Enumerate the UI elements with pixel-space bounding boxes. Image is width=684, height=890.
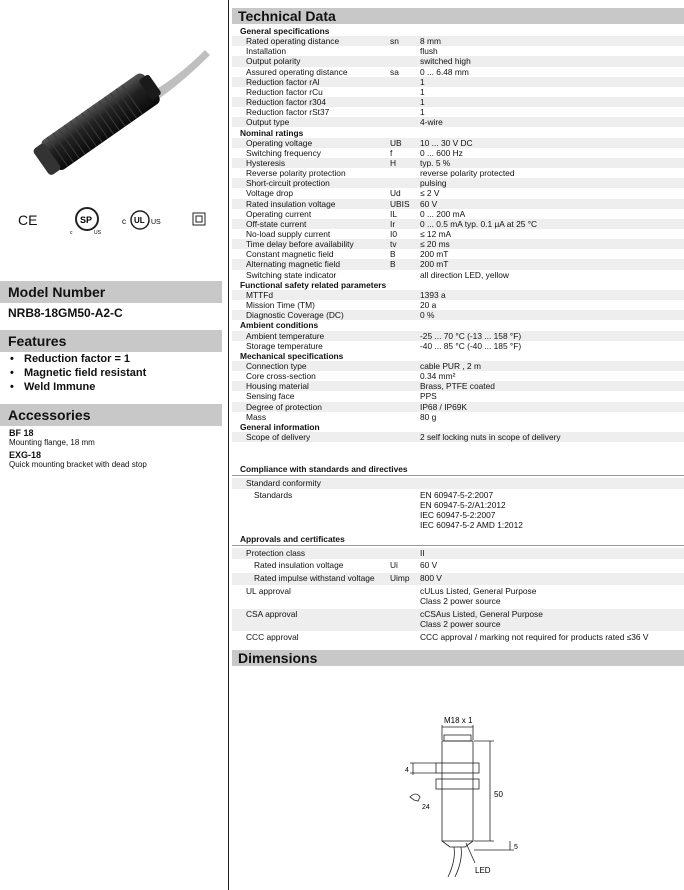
spec-label: UL approval <box>246 586 291 596</box>
spec-value: 1 <box>420 76 425 87</box>
spec-value: 1393 a <box>420 289 446 300</box>
spec-label: Sensing face <box>246 391 295 402</box>
spec-value: reverse polarity protected <box>420 168 515 179</box>
spec-row <box>232 239 684 249</box>
spec-label: Hysteresis <box>246 157 286 168</box>
spec-value: 0 ... 600 Hz <box>420 147 463 158</box>
spec-row <box>232 391 684 401</box>
accessory-desc: Mounting flange, 18 mm <box>9 438 95 447</box>
standard-item: EN 60947-5-2/A1:2012 <box>420 500 506 510</box>
spec-label: Operating current <box>246 208 312 219</box>
spec-row <box>232 490 684 532</box>
spec-group <box>232 26 684 36</box>
spec-row <box>232 199 684 209</box>
spec-value: 1 <box>420 107 425 118</box>
spec-label: Reduction factor rCu <box>246 86 323 97</box>
spec-group-label: Ambient conditions <box>240 320 319 331</box>
spec-group-label: Nominal ratings <box>240 127 304 138</box>
spec-row <box>232 478 684 489</box>
spec-label: Reduction factor rSt37 <box>246 107 330 118</box>
cul-mark-icon <box>122 208 166 234</box>
spec-value: all direction LED, yellow <box>420 269 509 280</box>
svg-text:SP: SP <box>80 215 93 225</box>
dim-5-label: 5 <box>514 844 518 851</box>
spec-row <box>232 158 684 168</box>
spec-value: 80 g <box>420 411 437 422</box>
spec-label: Rated insulation voltage <box>246 198 336 209</box>
model-number: NRB8-18GM50-A2-C <box>8 306 123 320</box>
spec-label: Storage temperature <box>246 340 323 351</box>
spec-symbol: sn <box>390 36 399 47</box>
spec-value: ≤ 12 mA <box>420 229 452 239</box>
spec-value: 60 V <box>420 560 438 570</box>
spec-value: 60 V <box>420 198 438 209</box>
spec-label: Protection class <box>246 548 306 558</box>
spec-group-label: General specifications <box>240 26 330 36</box>
model-number-heading: Model Number <box>0 281 222 303</box>
accessory-item <box>9 450 147 469</box>
spec-value: typ. 5 % <box>420 157 451 168</box>
spec-group <box>232 351 684 361</box>
feature-item: • Weld Immune <box>10 381 146 395</box>
accessory-title: BF 18 <box>9 428 34 438</box>
spec-row <box>232 560 684 572</box>
accessory-item <box>9 428 95 447</box>
spec-row <box>232 46 684 56</box>
spec-row <box>232 87 684 97</box>
spec-label: Mass <box>246 411 267 422</box>
product-photo <box>20 20 220 190</box>
certification-marks <box>10 206 215 236</box>
spec-label: Off-state current <box>246 218 307 229</box>
spec-value: 20 a <box>420 300 437 311</box>
spec-row <box>232 310 684 320</box>
spec-group <box>232 128 684 138</box>
spec-symbol: Ud <box>390 188 401 199</box>
spec-group <box>232 320 684 330</box>
spec-group-label: Compliance with standards and directives <box>240 464 408 474</box>
spec-symbol: tv <box>390 239 397 250</box>
spec-symbol: sa <box>390 66 399 77</box>
spec-label: Standards <box>254 490 293 500</box>
spec-row <box>232 178 684 188</box>
spec-label: Output polarity <box>246 56 301 67</box>
spec-row <box>232 259 684 269</box>
spec-label: Mission Time (TM) <box>246 300 315 311</box>
spec-label: Voltage drop <box>246 188 294 199</box>
spec-value: CCC approval / marking not required for products rated ≤36 V <box>420 632 649 642</box>
csa-line: Class 2 power source <box>420 619 501 629</box>
features-list <box>10 353 146 395</box>
spec-label: Rated insulation voltage <box>254 560 344 570</box>
spec-row <box>232 107 684 117</box>
spec-row <box>232 138 684 148</box>
spec-row <box>232 188 684 198</box>
spec-row <box>232 371 684 381</box>
standard-item: IEC 60947-5-2:2007 <box>420 510 496 520</box>
spec-row <box>232 381 684 391</box>
spec-value: -25 ... 70 °C (-13 ... 158 °F) <box>420 330 522 341</box>
spec-value: II <box>420 548 425 558</box>
ul-line: cULus Listed, General Purpose <box>420 586 537 596</box>
spec-value: 8 mm <box>420 36 441 47</box>
spec-row <box>232 117 684 127</box>
spec-value: 1 <box>420 86 425 97</box>
spec-row <box>232 290 684 300</box>
spec-value: ≤ 20 ms <box>420 239 450 250</box>
spec-value: PPS <box>420 391 437 402</box>
spec-row <box>232 432 684 442</box>
standards-list <box>420 490 523 530</box>
feature-item: • Magnetic field resistant <box>10 367 146 381</box>
accessory-desc: Quick mounting bracket with dead stop <box>9 460 147 469</box>
spec-row <box>232 573 684 585</box>
spec-value: IP68 / IP69K <box>420 401 468 412</box>
spec-value <box>420 609 543 629</box>
spec-row <box>232 249 684 259</box>
spec-value: pulsing <box>420 178 447 189</box>
spec-symbol: UB <box>390 137 402 148</box>
spec-row <box>232 586 684 608</box>
spec-group <box>232 422 684 432</box>
spec-value <box>420 586 536 606</box>
spec-label: Standard conformity <box>246 478 321 488</box>
spec-label: Installation <box>246 46 287 57</box>
spec-row <box>232 67 684 77</box>
spec-group-label: General information <box>240 421 320 432</box>
dim-50-label: 50 <box>494 790 503 799</box>
spec-symbol: Ir <box>390 218 396 229</box>
spec-label: Housing material <box>246 381 309 392</box>
spec-symbol: f <box>390 147 393 158</box>
spec-row <box>232 632 684 643</box>
svg-text:c: c <box>70 230 73 236</box>
spec-label: Ambient temperature <box>246 330 325 341</box>
led-label: LED <box>475 866 491 875</box>
spec-label: MTTFd <box>246 289 273 300</box>
spec-group <box>232 280 684 290</box>
spec-label: Degree of protection <box>246 401 322 412</box>
spec-row <box>232 341 684 351</box>
spec-value: flush <box>420 46 438 57</box>
svg-text:UL: UL <box>134 216 145 225</box>
spec-row <box>232 168 684 178</box>
spec-label: Reverse polarity protection <box>246 168 346 179</box>
spec-value: Brass, PTFE coated <box>420 381 495 392</box>
spec-row <box>232 412 684 422</box>
spec-row <box>232 219 684 229</box>
spec-row <box>232 270 684 280</box>
spec-row <box>232 36 684 46</box>
left-column <box>0 0 222 890</box>
svg-text:US: US <box>151 219 161 226</box>
csa-mark-icon <box>70 206 104 236</box>
spec-row <box>232 300 684 310</box>
standard-item: IEC 60947-5-2 AMD 1:2012 <box>420 520 523 530</box>
ul-line: Class 2 power source <box>420 596 501 606</box>
spec-row <box>232 229 684 239</box>
ce-mark-icon: CE <box>18 212 38 228</box>
spec-row <box>232 361 684 371</box>
spec-row <box>232 331 684 341</box>
spec-label: CCC approval <box>246 632 299 642</box>
spec-value: 0 ... 6.48 mm <box>420 66 469 77</box>
svg-text:c: c <box>122 217 126 226</box>
spec-value: 0 ... 0.5 mA typ. 0.1 µA at 25 °C <box>420 218 538 229</box>
spec-label: Core cross-section <box>246 371 316 382</box>
spec-label: Operating voltage <box>246 137 313 148</box>
spec-value: -40 ... 85 °C (-40 ... 185 °F) <box>420 340 522 351</box>
spec-label: Switching state indicator <box>246 269 337 280</box>
protection-class-icon <box>192 212 206 226</box>
features-heading: Features <box>0 330 222 352</box>
spec-group-label: Approvals and certificates <box>240 534 345 544</box>
spec-label: Scope of delivery <box>246 432 311 442</box>
spec-value: 0 ... 200 mA <box>420 208 466 219</box>
spec-row <box>232 609 684 631</box>
spec-value: 4-wire <box>420 117 443 128</box>
spec-symbol: B <box>390 259 396 270</box>
spec-row <box>232 209 684 219</box>
dim-24-label: 24 <box>422 804 430 811</box>
dimensions-heading: Dimensions <box>232 650 684 666</box>
spec-label: Connection type <box>246 360 307 371</box>
svg-text:US: US <box>94 230 101 236</box>
spec-label: Constant magnetic field <box>246 249 334 260</box>
spec-row <box>232 97 684 107</box>
feature-item: • Reduction factor = 1 <box>10 353 146 367</box>
spec-row <box>232 77 684 87</box>
technical-data-heading: Technical Data <box>232 8 684 24</box>
standard-item: EN 60947-5-2:2007 <box>420 490 494 500</box>
spec-row <box>232 548 684 559</box>
spec-symbol: H <box>390 157 397 168</box>
spec-value: ≤ 2 V <box>420 188 440 199</box>
spec-group <box>232 464 684 476</box>
spec-label: Diagnostic Coverage (DC) <box>246 310 344 321</box>
spec-row <box>232 402 684 412</box>
spec-row <box>232 148 684 158</box>
spec-symbol: I0 <box>390 229 397 239</box>
spec-symbol: UBIS <box>390 198 410 209</box>
spec-label: CSA approval <box>246 609 298 619</box>
spec-label: No-load supply current <box>246 229 331 239</box>
spec-value: switched high <box>420 56 471 67</box>
spec-label: Rated impulse withstand voltage <box>254 573 375 583</box>
spec-label: Short-circuit protection <box>246 178 330 189</box>
spec-value: 800 V <box>420 573 442 583</box>
accessory-title: EXG-18 <box>9 450 42 460</box>
spec-value: cable PUR , 2 m <box>420 360 481 371</box>
spec-label: Reduction factor rAl <box>246 76 320 87</box>
spec-value: 200 mT <box>420 259 449 270</box>
spec-value: 0.34 mm² <box>420 371 456 382</box>
spec-symbol: IL <box>390 208 397 219</box>
spec-symbol: B <box>390 249 396 260</box>
spec-group <box>232 534 684 546</box>
spec-group-label: Functional safety related parameters <box>240 279 387 290</box>
spec-symbol: Ui <box>390 560 398 570</box>
csa-line: cCSAus Listed, General Purpose <box>420 609 543 619</box>
spec-row <box>232 56 684 66</box>
spec-value: 10 ... 30 V DC <box>420 137 473 148</box>
spec-label: Alternating magnetic field <box>246 259 341 270</box>
spec-label: Assured operating distance <box>246 66 348 77</box>
spec-group-label: Mechanical specifications <box>240 350 344 361</box>
spec-symbol: Uimp <box>390 573 410 583</box>
spec-value: 2 self locking nuts in scope of delivery <box>420 432 561 442</box>
spec-value: 200 mT <box>420 249 449 260</box>
spec-label: Rated operating distance <box>246 36 340 47</box>
spec-label: Time delay before availability <box>246 239 354 250</box>
thread-label: M18 x 1 <box>444 716 473 725</box>
dimension-drawing <box>370 705 530 885</box>
column-divider <box>228 0 229 890</box>
spec-label: Switching frequency <box>246 147 321 158</box>
spec-label: Reduction factor r304 <box>246 97 327 108</box>
dim-4-label: 4 <box>405 767 409 774</box>
accessories-heading: Accessories <box>0 404 222 426</box>
spec-value: 0 % <box>420 310 435 321</box>
spec-label: Output type <box>246 117 290 128</box>
spec-value: 1 <box>420 97 425 108</box>
